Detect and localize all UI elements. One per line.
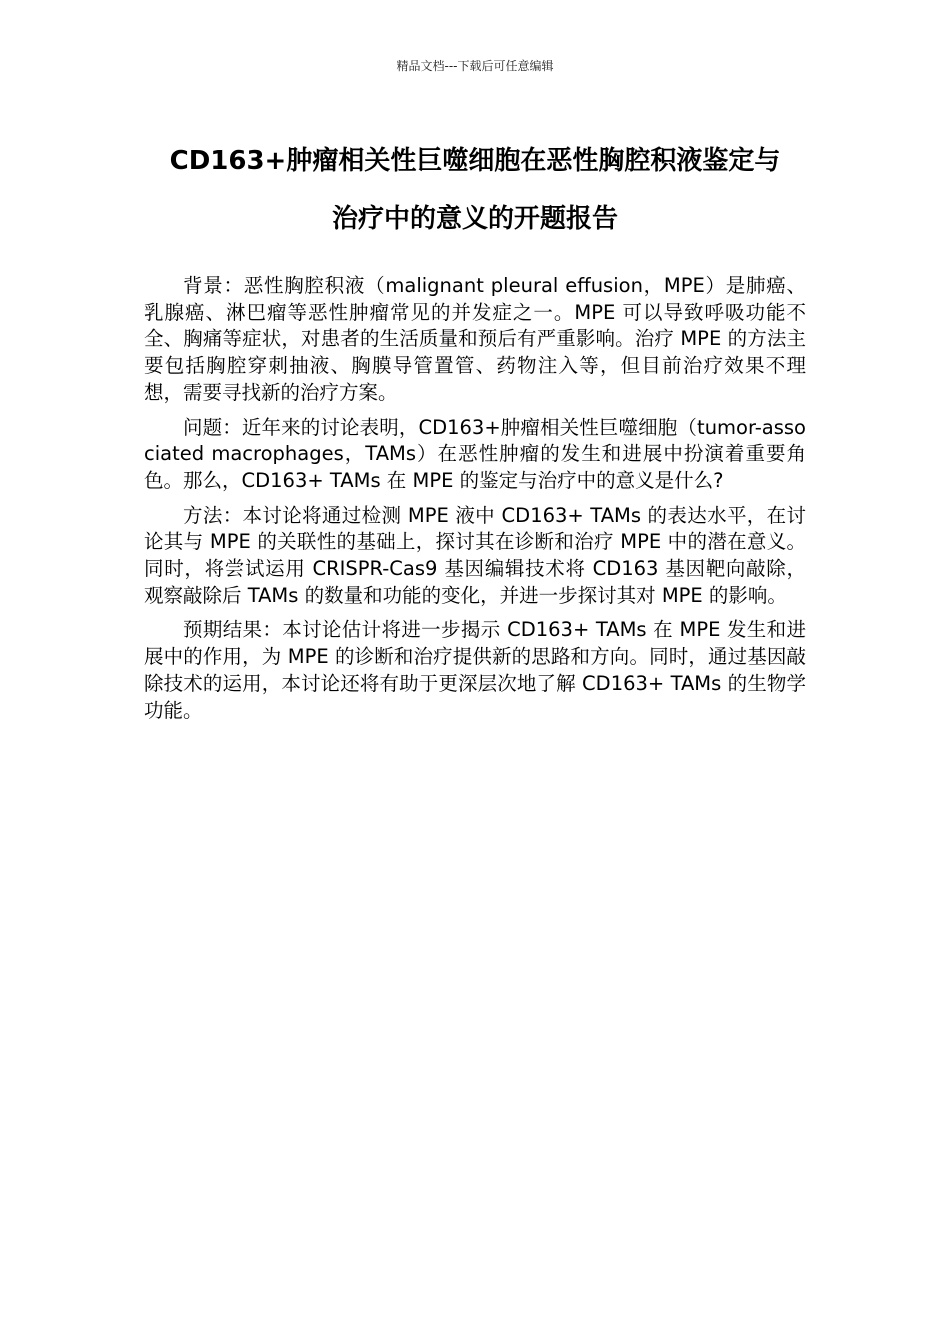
header-note: 精品文档---下载后可任意编辑 [396, 59, 554, 73]
title-line-2: 治疗中的意义的开题报告 [331, 204, 618, 234]
paragraph-question: 问题：近年来的讨论表明，CD163+肿瘤相关性巨噬细胞（tumor-associated macrophages，TAMs）在恶性肿瘤的发生和进展中扮演着重要角色。那么，CD163+ TAMs 在 MPE 的鉴定与治疗中的意义是什么? [144, 415, 806, 492]
paragraph-method: 方法：本讨论将通过检测 MPE 液中 CD163+ TAMs 的表达水平，在讨论其与 MPE 的关联性的基础上，探讨其在诊断和治疗 MPE 中的潜在意义。同时，将尝试运用 CRISPR-Cas9 基因编辑技术将 CD163 基因靶向敲除，观察敲除后 TAMs 的数量和功能的变化，并进一步探讨其对 MPE 的影响。 [144, 503, 806, 607]
title-line-1: CD163+肿瘤相关性巨噬细胞在恶性胸腔积液鉴定与 [169, 146, 781, 176]
paragraph-background: 背景：恶性胸腔积液（malignant pleural effusion，MPE）是肺癌、乳腺癌、淋巴瘤等恶性肿瘤常见的并发症之一。MPE 可以导致呼吸功能不全、胸痛等症状，对患者的生活质量和预后有严重影响。治疗 MPE 的方法主要包括胸腔穿刺抽液、胸膜导管置管、药物注入等，但目前治疗效果不理想，需要寻找新的治疗方案。 [144, 274, 806, 404]
document-body [144, 273, 806, 732]
document-title [140, 132, 810, 248]
paragraph-expected-results: 预期结果：本讨论估计将进一步揭示 CD163+ TAMs 在 MPE 发生和进展中的作用，为 MPE 的诊断和治疗提供新的思路和方向。同时，通过基因敲除技术的运用，本讨论还将有助于更深层次地了解 CD163+ TAMs 的生物学功能。 [144, 618, 806, 722]
